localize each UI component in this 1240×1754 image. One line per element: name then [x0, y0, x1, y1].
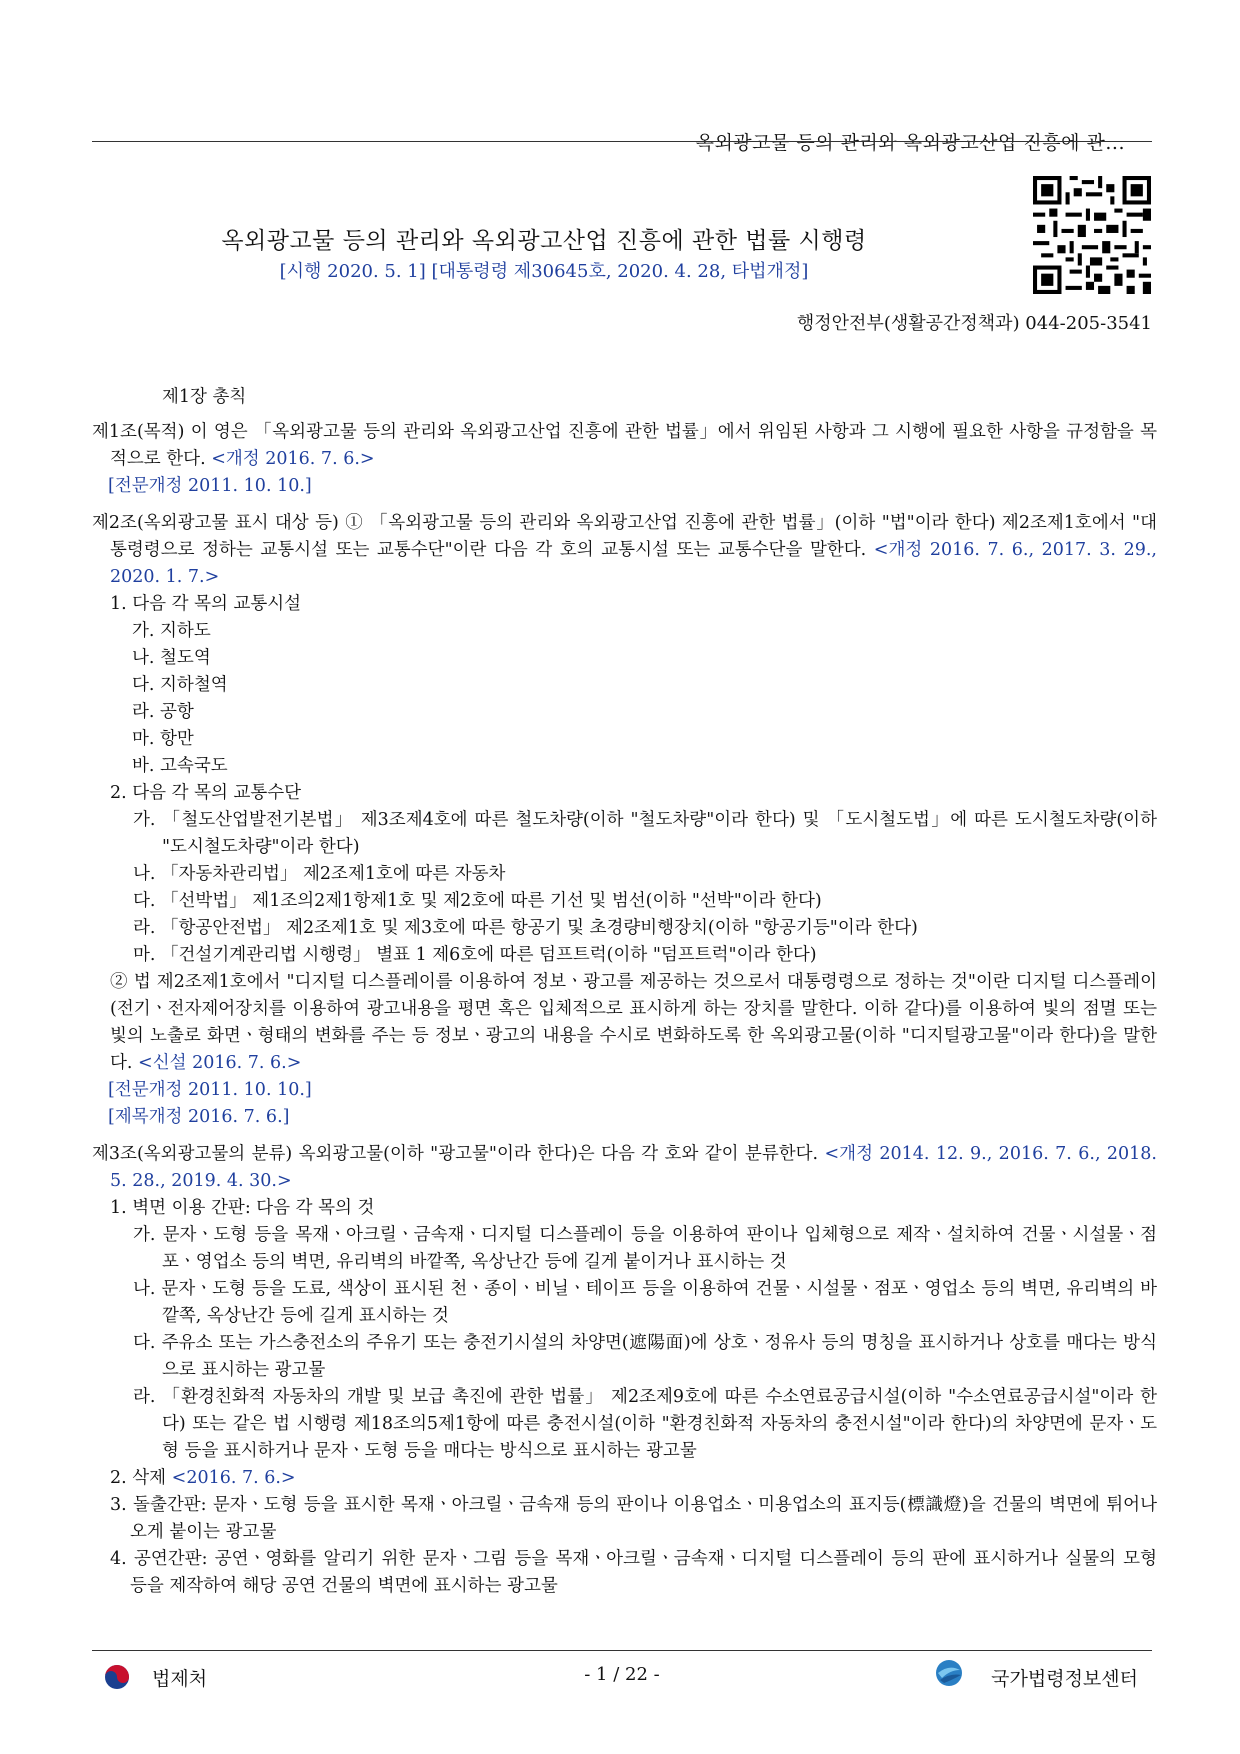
- list-item: 2. 다음 각 목의 교통수단: [110, 783, 302, 803]
- list-item: 4. 공연간판: 공연ㆍ영화를 알리기 위한 문자ㆍ그림 등을 목재ㆍ아크릴ㆍ금속재ㆍ디지털 디스플레이 등의 판에 표시하거나 실물의 모형 등을 제작하여 해당 공연 건물의 벽면에 표시하는 광고물: [110, 1549, 1157, 1596]
- chapter-heading: 제1장 총칙: [162, 387, 247, 407]
- revision-note: [제목개정 2016. 7. 6.]: [108, 1107, 290, 1127]
- page-number: - 1 / 22 -: [584, 1664, 660, 1685]
- paragraph-2-text: ② 법 제2조제1호에서 "디지털 디스플레이를 이용하여 정보ㆍ광고를 제공하는 것으로서 대통령령으로 정하는 것"이란 디지털 디스플레이(전기ㆍ전자제어장치를 이용하여 광고내용을 평면 혹은 입체적으로 표시하게 하는 장치를 말한다. 이하 같다)를 이용하여 빛의 점멸 또는 빛의 노출로 화면ㆍ형태의 변화를 주는 등 정보ㆍ광고의 내용을 수시로 변화하도록 한 옥외광고물(이하 "디지털광고물"이라 한다)을 말한다.: [110, 972, 1157, 1073]
- article-3-text: 제3조(옥외광고물의 분류) 옥외광고물(이하 "광고물"이라 한다)은 다음 각 호와 같이 분류한다.: [92, 1144, 819, 1164]
- header-divider: [92, 141, 1152, 142]
- amendment-note: <개정 2016. 7. 6., 2017. 3. 29., 2020. 1. 7.>: [110, 540, 1157, 587]
- list-item: 3. 돌출간판: 문자ㆍ도형 등을 표시한 목재ㆍ아크릴ㆍ금속재 등의 판이나 이용업소ㆍ미용업소의 표지등(標識燈)을 건물의 벽면에 튀어나오게 붙이는 광고물: [110, 1495, 1157, 1542]
- law-info-center-logo-icon: [934, 1658, 964, 1688]
- article-1: [92, 419, 1157, 473]
- running-header: 옥외광고물 등의 관리와 옥외광고산업 진흥에 관...: [695, 132, 1125, 154]
- ministry-contact: 행정안전부(생활공간정책과) 044-205-3541: [796, 313, 1152, 334]
- page-footer: [92, 1660, 1152, 1696]
- list-sub-item: 다. 주유소 또는 가스충전소의 주유기 또는 충전기시설의 차양면(遮陽面)에 상호ㆍ정유사 등의 명칭을 표시하거나 상호를 매다는 방식으로 표시하는 광고물: [133, 1333, 1157, 1380]
- list-sub-item: 라. 「항공안전법」 제2조제1호 및 제3호에 따른 항공기 및 초경량비행장치(이하 "항공기등"이라 한다): [133, 918, 918, 938]
- list-item-text: 2. 삭제: [110, 1468, 167, 1488]
- article-2-text: 제2조(옥외광고물 표시 대상 등) ① 「옥외광고물 등의 관리와 옥외광고산업 진흥에 관한 법률」(이하 "법"이라 한다) 제2조제1호에서 "대통령령으로 정하는 교통시설 또는 교통수단"이란 다음 각 호의 교통시설 또는 교통수단을 말한다.: [92, 513, 1157, 560]
- document-body: [92, 384, 1157, 1600]
- list-sub-item: 라. 「환경친화적 자동차의 개발 및 보급 촉진에 관한 법률」 제2조제9호에 따른 수소연료공급시설(이하 "수소연료공급시설"이라 한다) 또는 같은 법 시행령 제18조의5제1항에 따른 충전시설(이하 "환경친화적 자동차의 충전시설"이라 한다)의 차양면에 문자ㆍ도형 등을 표시하거나 문자ㆍ도형 등을 매다는 방식으로 표시하는 광고물: [133, 1387, 1157, 1461]
- list-item: 1. 벽면 이용 간판: 다음 각 목의 것: [110, 1198, 375, 1218]
- list-sub-item: 다. 지하철역: [132, 675, 228, 695]
- list-sub-item: 가. 문자ㆍ도형 등을 목재ㆍ아크릴ㆍ금속재ㆍ디지털 디스플레이 등을 이용하여 판이나 입체형으로 제작ㆍ설치하여 건물ㆍ시설물ㆍ점포ㆍ영업소 등의 벽면, 유리벽의 바깥쪽, 옥상난간 등에 길게 붙이거나 표시하는 것: [133, 1225, 1157, 1272]
- amendment-note: <개정 2016. 7. 6.>: [211, 449, 375, 469]
- paragraph-2: [92, 969, 1157, 1077]
- list-sub-item: 라. 공항: [132, 702, 194, 722]
- list-sub-item: 나. 문자ㆍ도형 등을 도료, 색상이 표시된 천ㆍ종이ㆍ비닐ㆍ테이프 등을 이용하여 건물ㆍ시설물ㆍ점포ㆍ영업소 등의 벽면, 유리벽의 바깥쪽, 옥상난간 등에 길게 표시하는 것: [133, 1279, 1157, 1326]
- document-title: 옥외광고물 등의 관리와 옥외광고산업 진흥에 관한 법률 시행령: [221, 228, 867, 254]
- revision-note: [전문개정 2011. 10. 10.]: [108, 476, 312, 496]
- amendment-note: <개정 2014. 12. 9., 2016. 7. 6., 2018. 5. 28., 2019. 4. 30.>: [110, 1144, 1157, 1191]
- list-item: [92, 1465, 1157, 1492]
- amendment-note: <신설 2016. 7. 6.>: [138, 1053, 302, 1073]
- list-sub-item: 가. 지하도: [132, 621, 211, 641]
- footer-divider: [92, 1650, 1152, 1651]
- list-sub-item: 마. 항만: [132, 729, 194, 749]
- amendment-note: <2016. 7. 6.>: [171, 1468, 296, 1488]
- moleg-label: 법제처: [152, 1668, 208, 1690]
- list-sub-item: 가. 「철도산업발전기본법」 제3조제4호에 따른 철도차량(이하 "철도차량"이라 한다) 및 「도시철도법」에 따른 도시철도차량(이하 "도시철도차량"이라 한다): [133, 810, 1157, 857]
- revision-note: [전문개정 2011. 10. 10.]: [108, 1080, 312, 1100]
- article-2: [92, 510, 1157, 591]
- list-sub-item: 바. 고속국도: [132, 756, 228, 776]
- list-sub-item: 나. 「자동차관리법」 제2조제1호에 따른 자동차: [133, 864, 506, 884]
- article-1-text: 제1조(목적) 이 영은 「옥외광고물 등의 관리와 옥외광고산업 진흥에 관한 법률」에서 위임된 사항과 그 시행에 필요한 사항을 규정함을 목적으로 한다.: [92, 422, 1157, 469]
- document-subtitle: [시행 2020. 5. 1] [대통령령 제30645호, 2020. 4. 28, 타법개정]: [279, 261, 809, 282]
- list-item: 1. 다음 각 목의 교통시설: [110, 594, 302, 614]
- article-3: [92, 1141, 1157, 1195]
- list-sub-item: 다. 「선박법」 제1조의2제1항제1호 및 제2호에 따른 기선 및 범선(이하 "선박"이라 한다): [133, 891, 822, 911]
- list-sub-item: 마. 「건설기계관리법 시행령」 별표 1 제6호에 따른 덤프트럭(이하 "덤프트럭"이라 한다): [133, 945, 817, 965]
- list-sub-item: 나. 철도역: [132, 648, 211, 668]
- law-info-center-label: 국가법령정보센터: [991, 1668, 1138, 1690]
